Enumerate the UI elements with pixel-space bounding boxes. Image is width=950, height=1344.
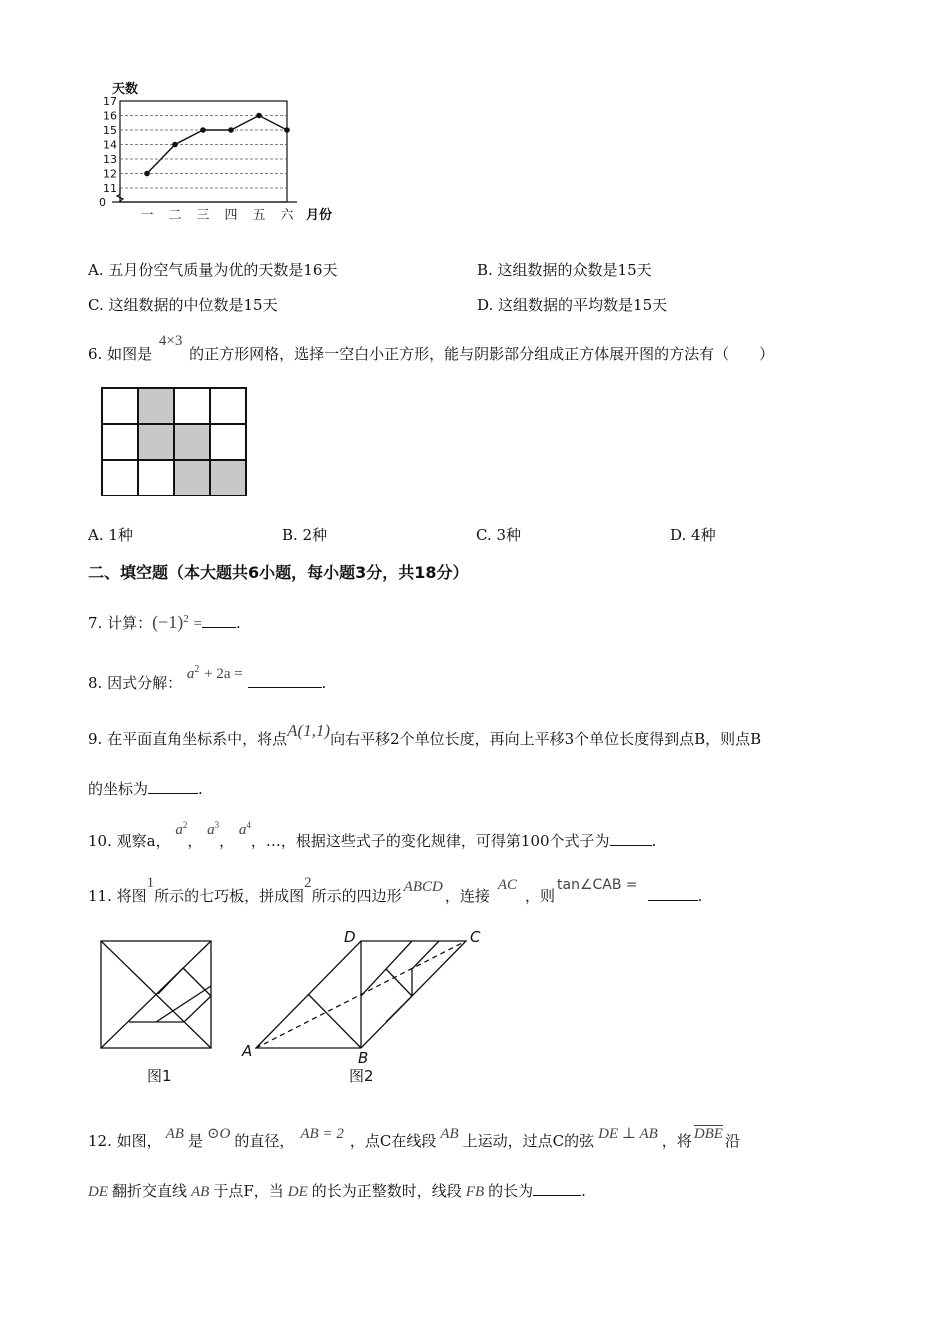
days-line-chart <box>90 72 350 227</box>
q11-fig1-ref: 1 <box>146 875 155 891</box>
q11-answer-blank[interactable] <box>648 886 698 901</box>
q9-answer-blank[interactable] <box>148 779 198 794</box>
q12-de-length: DE <box>287 1184 308 1200</box>
q7-stem <box>88 609 241 634</box>
data-point <box>172 142 178 148</box>
q10-stem: 10. 观察a， $a^2$， $a^3$， $a^4$，…，根据这些式子的变化规律，可得第100个式子为 . <box>88 820 657 850</box>
q12-ab: AB <box>165 1126 184 1142</box>
q11-text4: ，则 <box>525 887 556 905</box>
label-a: A <box>242 1042 253 1060</box>
q5-option-a: A. 五月份空气质量为优的天数是16天 <box>88 261 338 279</box>
shaded-cell <box>174 424 210 460</box>
fig1-caption: 图1 <box>147 1067 172 1085</box>
q12-ab-segment: AB <box>440 1126 459 1142</box>
blank-cell <box>174 388 210 424</box>
q6-option-c: C. 3种 <box>476 526 522 544</box>
label-d: D <box>344 928 356 946</box>
fig2-caption: 图2 <box>349 1067 374 1085</box>
y-tick-label: 11 <box>103 182 117 195</box>
q6-text: 的正方形网格，选择一空白小正方形，能与阴影部分组成正方体展开图的方法有（ ） <box>189 345 775 363</box>
shaded-cell <box>174 460 210 496</box>
q7-expression: (−1) <box>152 612 184 632</box>
q5-option-b: B. 这组数据的众数是15天 <box>477 261 652 279</box>
q10-term3: a <box>238 822 247 838</box>
q9-line2-text: 的坐标为 <box>88 780 149 798</box>
q12-answer-blank[interactable] <box>533 1181 581 1196</box>
label-b: B <box>358 1049 369 1066</box>
blank-cell <box>210 388 246 424</box>
q6-option-d: D. 4种 <box>670 526 716 544</box>
tangram-figure-1 <box>98 938 216 1050</box>
q6-grid-size: 4×3 <box>158 333 183 349</box>
q12-arc: $\overline{DBE}$ <box>693 1126 723 1142</box>
q10-term2: a <box>207 822 215 838</box>
shaded-cell <box>210 460 246 496</box>
data-point <box>256 113 262 119</box>
q11-text1: 所示的七巧板，拼成图 <box>154 887 305 905</box>
q12-text5: 于点F，当 <box>213 1182 284 1200</box>
section-heading: 二、填空题（本大题共6小题，每小题3分，共18分） <box>88 563 469 582</box>
shaded-cell <box>138 388 174 424</box>
q12-fb: FB <box>465 1184 485 1200</box>
q8-expression: + 2a = <box>204 666 243 682</box>
q11-text3: ，连接 <box>444 887 490 905</box>
y-axis-label: 天数 <box>112 82 139 97</box>
q10-text: ，…，根据这些式子的变化规律，可得第100个式子为 <box>250 832 610 850</box>
shaded-cell <box>138 424 174 460</box>
q8-answer-blank[interactable] <box>248 673 322 688</box>
q6-number: 6. 如图是 <box>88 345 153 363</box>
q10-prefix: 10. 观察a， <box>88 832 171 850</box>
data-point <box>144 171 150 177</box>
q10-exp3: 4 <box>246 820 251 830</box>
q6-stem <box>88 333 775 365</box>
q12-end: . <box>581 1182 586 1200</box>
q12-perp: DE ⊥ AB <box>598 1126 658 1142</box>
q5-option-c: C. 这组数据的中位数是15天 <box>88 296 278 314</box>
y-tick-label: 12 <box>103 167 117 181</box>
q9-prefix: 9. 在平面直角坐标系中，将点 <box>88 730 288 748</box>
x-tick-label: 三 <box>196 208 210 223</box>
q12-text6: 的长为正整数时，线段 <box>311 1182 462 1200</box>
data-point <box>228 127 234 133</box>
y-tick-label: 17 <box>103 95 117 108</box>
q9-line2 <box>88 779 203 799</box>
plot-frame <box>120 101 287 202</box>
q11-ac: AC <box>497 877 518 893</box>
y-tick-label: 13 <box>103 153 117 166</box>
q6-option-b: B. 2种 <box>282 526 328 544</box>
x-tick-label: 二 <box>168 208 182 223</box>
q12-is: 是 <box>187 1132 203 1150</box>
q12-text1: ，点C在线段 <box>349 1132 437 1150</box>
y-tick-label: 15 <box>103 124 117 137</box>
q11-tan: tan∠CAB = <box>557 877 638 893</box>
label-c: C <box>470 928 481 946</box>
q12-ab-length: AB = 2 <box>300 1126 344 1142</box>
q8-end: . <box>321 674 327 692</box>
q12-text3: ，将 <box>661 1132 692 1150</box>
y-tick-label: 14 <box>103 138 117 152</box>
q7-exponent: 2 <box>183 613 189 625</box>
data-point <box>284 127 290 133</box>
tangram-figure-2 <box>236 926 492 1066</box>
q5-option-d: D. 这组数据的平均数是15天 <box>477 296 668 314</box>
q10-exp1: 2 <box>182 820 188 830</box>
blank-cell <box>138 460 174 496</box>
q8-exponent: 2 <box>194 664 200 675</box>
q8-prefix: 8. 因式分解： <box>88 674 183 692</box>
q12-stem <box>88 1126 740 1152</box>
q12-circle: ⊙O <box>206 1126 231 1142</box>
q7-prefix: 7. 计算： <box>88 614 153 632</box>
q12-line2 <box>88 1181 586 1202</box>
x-axis-label: 月份 <box>306 208 333 223</box>
q7-answer-blank[interactable] <box>202 613 236 628</box>
q12-ab-line: AB <box>191 1184 210 1200</box>
x-tick-label: 一 <box>140 208 154 223</box>
q10-end: . <box>651 832 657 850</box>
blank-cell <box>102 460 138 496</box>
q6-option-a: A. 1种 <box>88 526 133 544</box>
q8-var: a <box>186 666 195 682</box>
blank-cell <box>210 424 246 460</box>
q11-stem <box>88 875 703 907</box>
q7-equals: = <box>193 616 202 632</box>
q6-grid-figure <box>100 386 248 496</box>
y-tick-label: 0 <box>99 196 106 209</box>
q12-along: 沿 <box>724 1132 740 1150</box>
y-tick-label: 16 <box>103 109 117 123</box>
q9-point: A(1,1) <box>287 721 331 740</box>
q11-fig2-ref: 2 <box>304 875 312 891</box>
q10-term1: a <box>175 822 183 838</box>
q7-end: . <box>235 614 241 632</box>
data-point <box>200 127 206 133</box>
x-tick-label: 六 <box>280 208 294 223</box>
blank-cell <box>102 424 138 460</box>
q11-prefix: 11. 将图 <box>88 887 147 905</box>
x-tick-label: 五 <box>252 208 266 223</box>
x-tick-label: 四 <box>224 208 238 223</box>
q12-text4: 翻折交直线 <box>112 1182 188 1200</box>
q11-end: . <box>697 887 703 905</box>
q9-text: 向右平移2个单位长度，再向上平移3个单位长度得到点B，则点B <box>330 730 762 748</box>
q11-quad: ABCD <box>403 879 443 895</box>
q12-de: DE <box>88 1184 108 1200</box>
q11-text2: 所示的四边形 <box>311 887 402 905</box>
q12-diam: 的直径， <box>234 1132 295 1150</box>
blank-cell <box>102 388 138 424</box>
q9-stem <box>88 721 762 749</box>
q10-answer-blank[interactable] <box>610 831 652 846</box>
q10-exp2: 3 <box>214 820 220 830</box>
q12-prefix: 12. 如图， <box>88 1132 162 1150</box>
q8-stem <box>88 664 327 694</box>
q12-text2: 上运动，过点C的弦 <box>462 1132 595 1150</box>
q9-end: . <box>198 780 203 798</box>
q12-text7: 的长为 <box>488 1182 534 1200</box>
